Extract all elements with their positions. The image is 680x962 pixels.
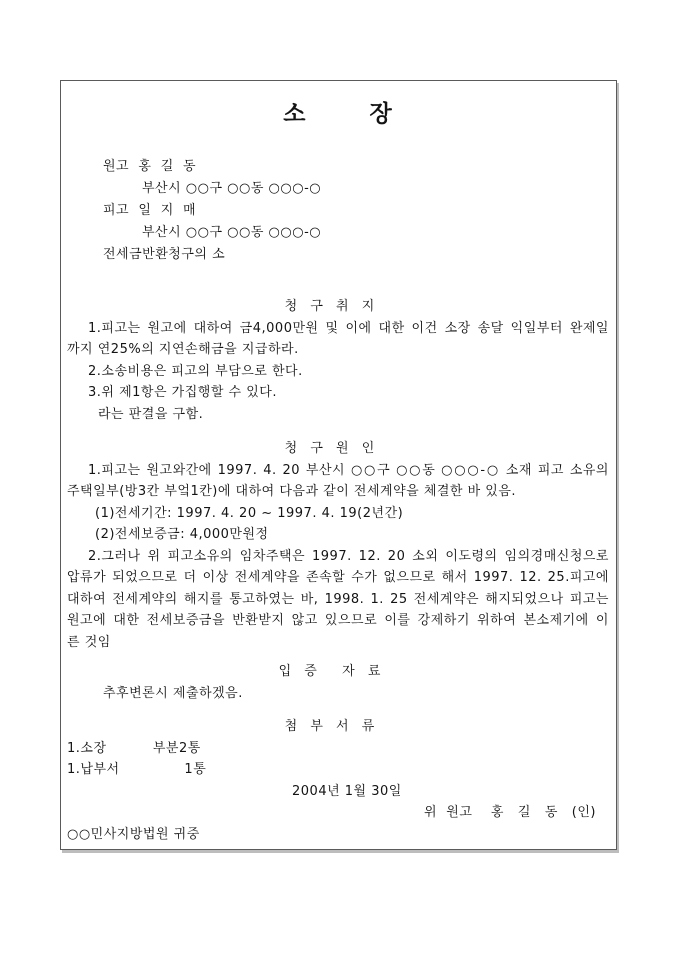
cause-line: 압류가 되었으므로 더 이상 전세계약을 존속할 수가 없으므로 해서 1997. 12. 25.피고에 <box>67 570 609 585</box>
case-name-line: 전세금반환청구의 소 <box>103 247 226 262</box>
claim-line: 2.소송비용은 피고의 부담으로 한다. <box>88 363 303 379</box>
plaintiff-address-line: 부산시 ○○구 ○○동 ○○○-○ <box>142 181 322 196</box>
cause-line: 대하여 전세계약의 해지를 통고하였는 바, 1998. 1. 25 전세계약은 해지되었으나 피고는 <box>67 591 609 607</box>
attachment-line: 1.납부서 1통 <box>67 762 207 777</box>
cause-line: 2.그러나 위 피고소유의 임차주택은 1997. 12. 20 소외 이도령의 임의경매신청으로 <box>88 548 609 564</box>
cause-line: (1)전세기간: 1997. 4. 20 ~ 1997. 4. 19(2년간) <box>95 505 404 521</box>
cause-line: (2)전세보증금: 4,000만원정 <box>95 527 269 542</box>
evidence-heading: 입 증 자 료 <box>278 664 382 679</box>
claim-line: 3.위 제1항은 가집행할 수 있다. <box>88 385 277 400</box>
claim-line: 라는 판결을 구함. <box>98 406 204 422</box>
attachment-line: 1.소장 부분2통 <box>67 740 201 756</box>
cause-line: 주택일부(방3칸 부엌1칸)에 대하여 다음과 같이 전세계약을 체결한 바 있음. <box>67 484 517 499</box>
document-title: 소 장 <box>283 101 393 127</box>
court-line: ○○민사지방법원 귀중 <box>67 826 200 842</box>
plaintiff-name-line: 원고 홍 길 동 <box>103 159 197 174</box>
signature-line: 위 원고 홍 길 동 (인) <box>423 805 596 820</box>
claim-line: 까지 연25%의 지연손해금을 지급하라. <box>67 342 299 357</box>
evidence-line: 추후변론시 제출하겠음. <box>103 685 243 701</box>
attachments-heading: 첨 부 서 류 <box>284 719 376 734</box>
party-block <box>67 156 609 266</box>
cause-line: 른 것임 <box>67 634 111 650</box>
date-line: 2004년 1월 30일 <box>292 783 402 799</box>
cause-heading: 청 구 원 인 <box>284 441 376 456</box>
defendant-name-line: 피고 일 지 매 <box>103 203 197 218</box>
claim-heading: 청 구 취 지 <box>284 299 376 314</box>
claim-line: 1.피고는 원고에 대하여 금4,000만원 및 이에 대한 이건 소장 송달 익일부터 완제일 <box>88 320 609 336</box>
defendant-address-line: 부산시 ○○구 ○○동 ○○○-○ <box>142 225 322 240</box>
cause-line: 1.피고는 원고와간에 1997. 4. 20 부산시 ○○구 ○○동 ○○○-○ 소재 피고 소유의 <box>88 462 609 478</box>
document-page <box>60 80 617 850</box>
cause-line: 원고에 대한 전세보증금을 반환받지 않고 있으므로 이를 강제하기 위하여 본소제기에 이 <box>67 613 609 628</box>
